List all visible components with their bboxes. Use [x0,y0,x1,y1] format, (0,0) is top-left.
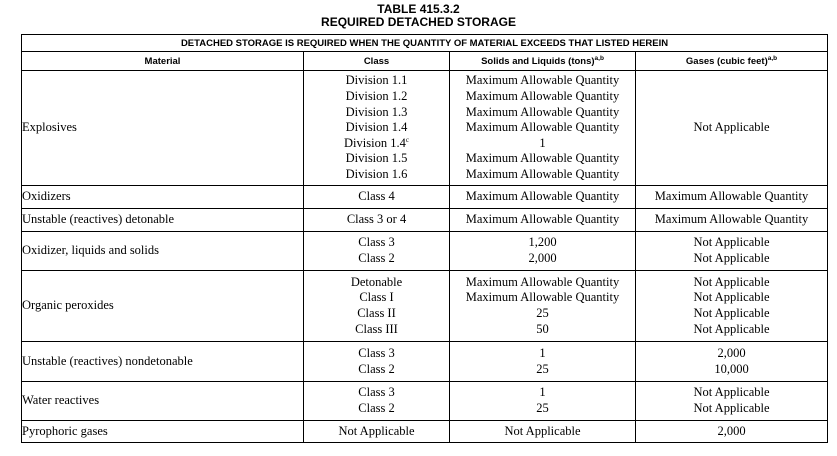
column-header-material: Material [22,52,304,71]
gases-header-label: Gases (cubic feet) [685,55,768,67]
solids-line: 1 [539,385,546,400]
table-row [22,421,828,443]
gases-line: Not Applicable [693,306,770,320]
material-cell: Unstable (reactives) detonable [22,209,304,232]
gases-header-footnote: a,b [767,54,778,62]
class-footnote: c [405,135,409,144]
class-cell [304,271,450,342]
table-row [22,186,828,209]
gases-line: Not Applicable [693,401,770,415]
solids-line: 1,200 [528,235,557,250]
class-line: Division 1.6 [345,166,408,181]
material-cell: Organic peroxides [22,271,304,342]
solids-line: Maximum Allowable Quantity [465,73,620,88]
column-header-solids [450,52,636,71]
gases-line: Not Applicable [693,385,770,400]
class-line: Class II [357,306,396,320]
solids-line: 1 [539,135,546,150]
class-line: Division 1.5 [345,151,408,166]
solids-cell [450,232,636,271]
class-line: Class 3 [358,345,395,360]
solids-line: Maximum Allowable Quantity [465,151,620,166]
table-row [22,342,828,382]
class-line: Class I [359,290,394,305]
table-row [22,271,828,342]
solids-cell [450,342,636,382]
gases-cell [636,342,828,382]
solids-line: 50 [536,321,549,336]
material-cell: Oxidizer, liquids and solids [22,232,304,271]
class-cell [304,342,450,382]
solids-cell: Maximum Allowable Quantity [450,209,636,232]
solids-cell: Not Applicable [450,421,636,443]
gases-cell: Maximum Allowable Quantity [636,186,828,209]
detached-storage-table [21,34,828,443]
material-cell: Explosives [22,71,304,186]
solids-line: Maximum Allowable Quantity [465,274,620,289]
table-row [22,209,828,232]
class-line: Class 2 [358,401,395,415]
table-title: REQUIRED DETACHED STORAGE [321,15,516,29]
material-cell: Water reactives [22,382,304,421]
class-line: Class III [355,321,398,336]
gases-cell: 2,000 [636,421,828,443]
solids-line: 1 [539,345,546,360]
class-line: Division 1.2 [345,89,408,104]
solids-cell [450,271,636,342]
gases-line: Not Applicable [693,321,770,336]
column-header-row [22,52,828,71]
solids-header-footnote: a,b [594,54,604,62]
gases-line: Not Applicable [693,251,770,265]
table-row [22,71,828,186]
class-cell [304,382,450,421]
class-line: Division 1.3 [345,104,408,119]
class-line: Class 3 [358,385,395,400]
class-cell [304,71,450,186]
material-cell: Oxidizers [22,186,304,209]
gases-line: Not Applicable [693,290,770,305]
solids-line: Maximum Allowable Quantity [465,166,620,181]
gases-cell [636,382,828,421]
solids-cell: Maximum Allowable Quantity [450,186,636,209]
column-header-gases [636,52,828,71]
table-number: TABLE 415.3.2 [377,2,460,16]
solids-line: Maximum Allowable Quantity [465,104,620,119]
gases-cell: Maximum Allowable Quantity [636,209,828,232]
class-line: Detonable [350,274,403,289]
class-cell: Class 3 or 4 [304,209,450,232]
table-row [22,382,828,421]
class-line: Division 1.1 [345,73,408,88]
solids-cell [450,382,636,421]
solids-line: Maximum Allowable Quantity [465,120,620,135]
column-header-class: Class [304,52,450,71]
gases-line: 10,000 [714,361,749,376]
gases-cell: Not Applicable [636,71,828,186]
solids-line: 25 [536,361,549,376]
class-line-text: Division 1.4 [344,135,406,150]
solids-line: Maximum Allowable Quantity [465,89,620,104]
table-banner: DETACHED STORAGE IS REQUIRED WHEN THE QUANTITY OF MATERIAL EXCEEDS THAT LISTED HEREIN [22,35,828,52]
material-cell: Pyrophoric gases [22,421,304,443]
class-line: Division 1.4 [345,120,408,135]
gases-line: Not Applicable [693,274,770,289]
class-line: Class 3 [358,235,395,250]
gases-cell [636,271,828,342]
class-line: Class 2 [358,361,395,376]
solids-line: 2,000 [528,251,557,265]
material-cell: Unstable (reactives) nondetonable [22,342,304,382]
class-cell: Not Applicable [304,421,450,443]
solids-header-label: Solids and Liquids (tons) [481,55,595,67]
class-cell [304,232,450,271]
gases-line: 2,000 [717,345,746,360]
class-line [304,136,449,152]
class-line: Class 2 [358,251,395,265]
gases-line: Not Applicable [693,235,770,250]
table-row [22,232,828,271]
solids-cell [450,71,636,186]
class-cell: Class 4 [304,186,450,209]
solids-line: Maximum Allowable Quantity [465,290,620,305]
gases-cell [636,232,828,271]
solids-line: 25 [536,401,549,415]
solids-line: 25 [536,306,549,320]
